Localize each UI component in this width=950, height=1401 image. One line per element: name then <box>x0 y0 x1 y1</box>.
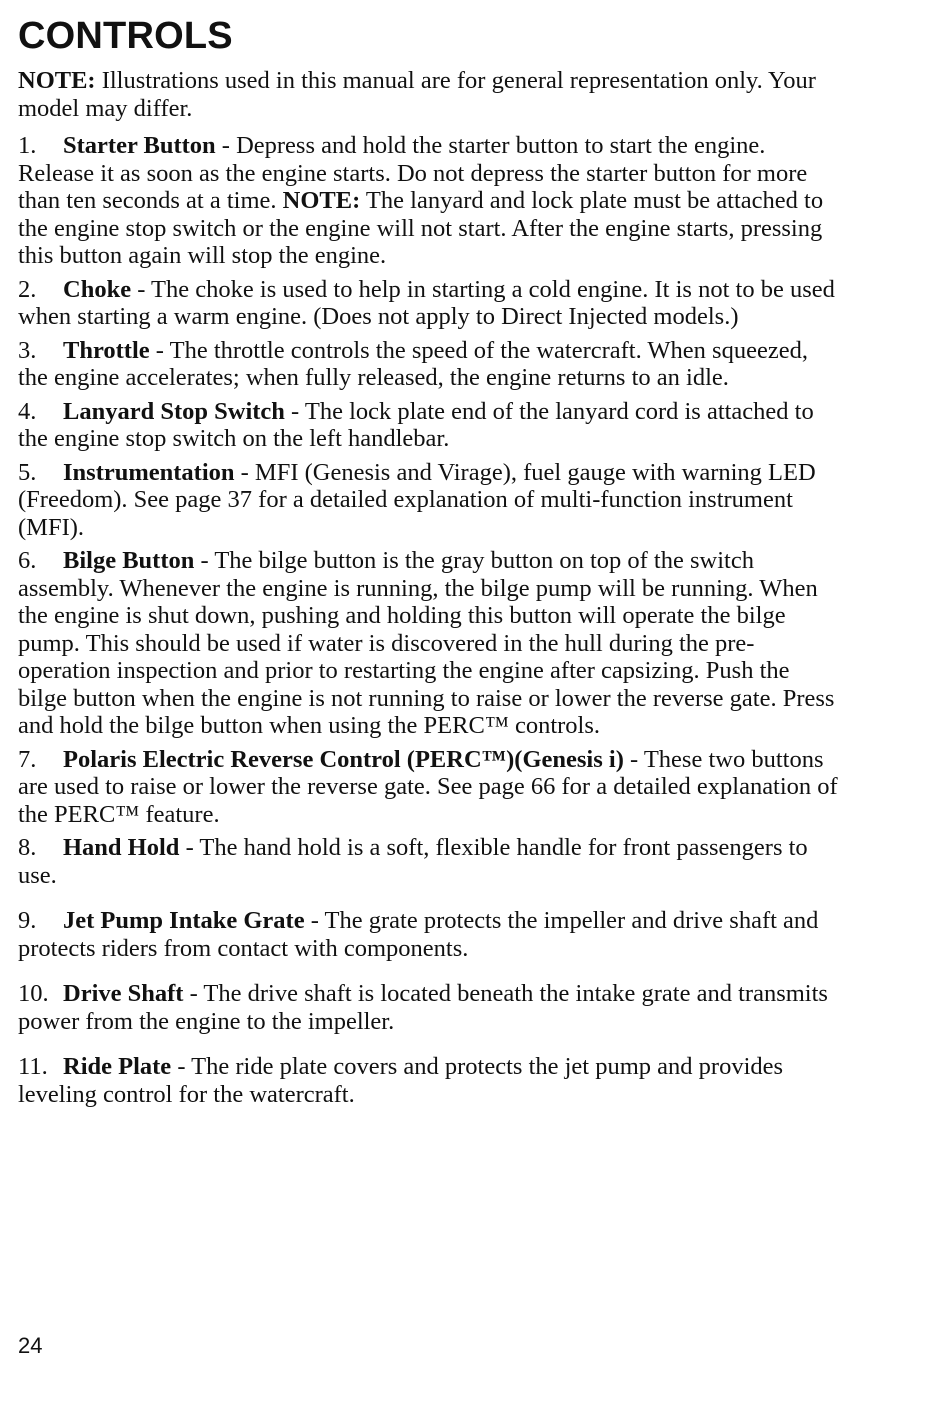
item-number: 3. <box>18 336 37 364</box>
list-item-perc <box>18 746 840 829</box>
item-number: 10. <box>18 980 49 1007</box>
list-item-starter-button <box>18 132 840 270</box>
note-label: NOTE: <box>18 67 96 94</box>
item-number: 2. <box>18 275 37 303</box>
item-text: - MFI (Genesis and Virage), fuel gauge with warning LED (Freedom). See page 37 for a detailed explanation of multi-function instrument (MFI). <box>18 458 816 541</box>
note-paragraph <box>18 67 840 122</box>
item-note-text: The lanyard and lock plate must be attached to the engine stop switch or the engine will not start. After the engine starts, pressing this button again will stop the engine. <box>18 187 824 269</box>
item-text: - The drive shaft is located beneath the intake grate and transmits power from the engine to the impeller. <box>18 980 828 1035</box>
item-text: - The ride plate covers and protects the jet pump and provides leveling control for the watercraft. <box>18 1053 784 1108</box>
item-number: 7. <box>18 745 37 773</box>
item-text: - These two buttons are used to raise or lower the reverse gate. See page 66 for a detailed explanation of the PERC™ feature. <box>18 745 838 828</box>
list-item-bilge-button <box>18 547 840 740</box>
item-text: - The choke is used to help in starting a cold engine. It is not to be used when starting a warm engine. (Does not apply to Direct Injected models.) <box>18 275 835 330</box>
item-title: Starter Button <box>63 132 216 159</box>
item-number: 4. <box>18 397 37 425</box>
item-note-label: NOTE: <box>282 187 361 214</box>
item-text: - Depress and hold the starter button to start the engine. Release it as soon as the engine starts. Do not depress the starter button for more than ten seconds at a time. <box>18 132 808 214</box>
item-number: 11. <box>18 1053 48 1080</box>
item-title: Lanyard Stop Switch <box>63 397 285 425</box>
item-text: - The hand hold is a soft, flexible handle for front passengers to use. <box>18 834 808 889</box>
item-title: Choke <box>63 275 132 303</box>
item-number: 8. <box>18 834 37 861</box>
item-number: 1. <box>18 132 37 159</box>
item-title: Drive Shaft <box>63 980 184 1007</box>
item-title: Polaris Electric Reverse Control (PERC™)(Genesis i) <box>63 745 624 773</box>
item-title: Hand Hold <box>63 834 180 861</box>
section-heading: CONTROLS <box>18 15 233 57</box>
item-number: 9. <box>18 907 37 934</box>
item-title: Instrumentation <box>63 458 235 486</box>
item-number: 5. <box>18 458 37 486</box>
item-title: Jet Pump Intake Grate <box>63 907 305 934</box>
manual-page <box>18 0 840 1108</box>
list-item-jet-pump-intake-grate <box>18 907 840 962</box>
item-text: - The throttle controls the speed of the watercraft. When squeezed, the engine accelerates; when fully released, the engine returns to an idle. <box>18 336 808 391</box>
note-text: Illustrations used in this manual are for general representation only. Your model may differ. <box>18 67 816 122</box>
list-item-throttle <box>18 337 840 392</box>
page-number: 24 <box>18 1333 43 1358</box>
item-title: Throttle <box>63 336 150 364</box>
list-item-lanyard-stop-switch <box>18 398 840 453</box>
item-text: - The lock plate end of the lanyard cord is attached to the engine stop switch on the left handlebar. <box>18 397 814 452</box>
list-item-choke <box>18 276 840 331</box>
item-title: Bilge Button <box>63 547 195 574</box>
list-item-hand-hold <box>18 834 840 889</box>
list-item-ride-plate <box>18 1053 840 1108</box>
item-text: - The bilge button is the gray button on top of the switch assembly. Whenever the engine is running, the bilge pump will be running. When the engine is shut down, pushing and holding this button will operate the bilge pump. This should be used if water is discovered in the hull during the pre-operation inspection and prior to restarting the engine after capsizing. Push the bilge button when the engine is not running to raise or lower the reverse gate. Press and hold the bilge button when using the PERC™ controls. <box>18 547 835 739</box>
item-title: Ride Plate <box>63 1053 172 1080</box>
list-item-drive-shaft <box>18 980 840 1035</box>
list-item-instrumentation <box>18 459 840 542</box>
item-number: 6. <box>18 547 37 574</box>
item-text: - The grate protects the impeller and drive shaft and protects riders from contact with components. <box>18 907 819 962</box>
